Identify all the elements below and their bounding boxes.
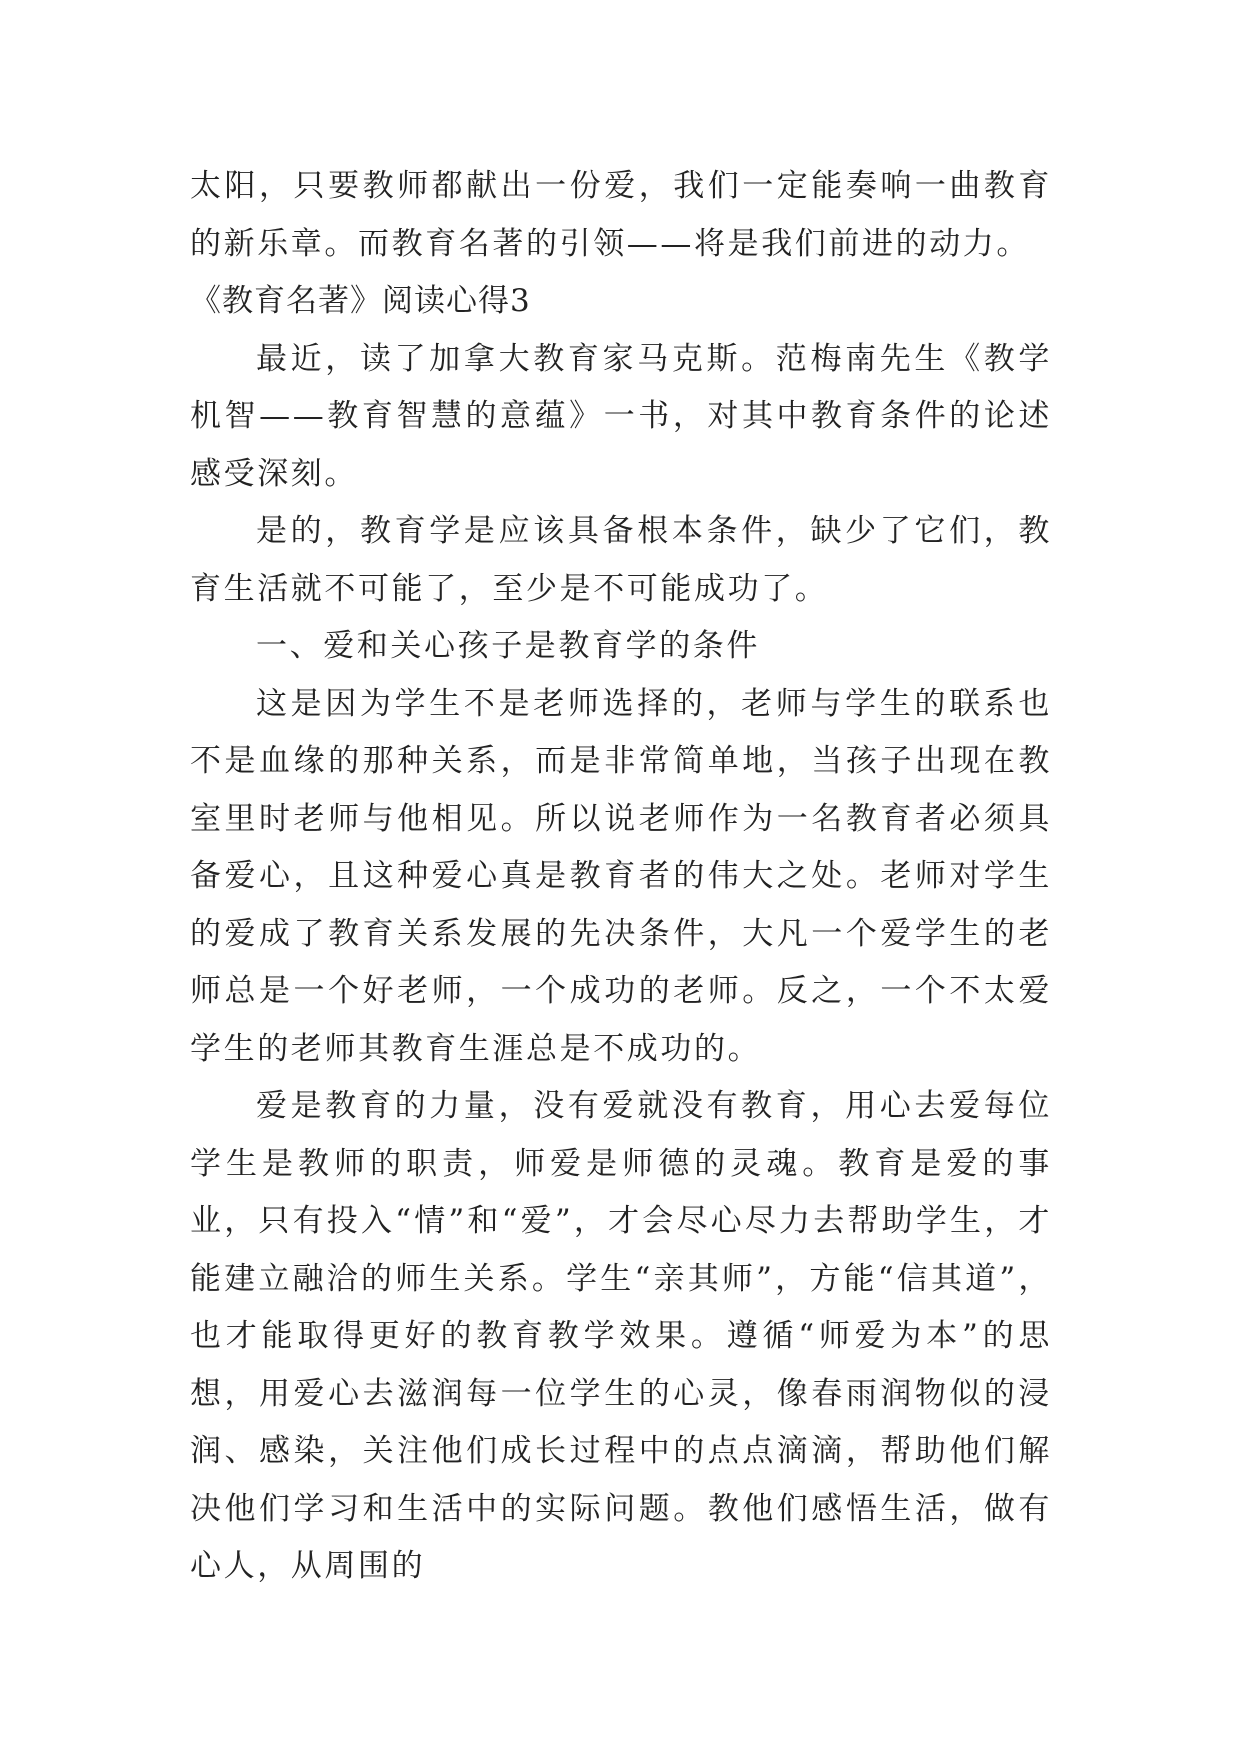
paragraph-teacher-student: 这是因为学生不是老师选择的，老师与学生的联系也不是血缘的那种关系，而是非常简单地，当孩子出现在教室里时老师与他相见。所以说老师作为一名教育者必须具备爱心，且这种爱心真是教育者的伟大之处。老师对学生的爱成了教育关系发展的先决条件，大凡一个爱学生的老师总是一个好老师，一个成功的老师。反之，一个不太爱学生的老师其教育生涯总是不成功的。 xyxy=(190,685,1052,1067)
paragraph-power-of-love: 爱是教育的力量，没有爱就没有教育，用心去爱每位学生是教师的职责，师爱是师德的灵魂。教育是爱的事业，只有投入“情”和“爱”，才会尽心尽力去帮助学生，才能建立融洽的师生关系。学生“亲其师”，方能“信其道”，也才能取得更好的教育教学效果。遵循“师爱为本”的思想，用爱心去滋润每一位学生的心灵，像春雨润物似的浸润、感染，关注他们成长过程中的点点滴滴，帮助他们解决他们学习和生活中的实际问题。教他们感悟生活，做有心人，从周围的 xyxy=(190,1088,1052,1584)
subheading-love-and-care: 一、爱和关心孩子是教育学的条件 xyxy=(256,628,760,664)
paragraph-continuation: 太阳，只要教师都献出一份爱，我们一定能奏响一曲教育的新乐章。而教育名著的引领——将是我们前进的动力。 xyxy=(190,168,1052,262)
paragraph-intro: 最近，读了加拿大教育家马克斯。范梅南先生《教学机智——教育智慧的意蕴》一书，对其中教育条件的论述感受深刻。 xyxy=(190,340,1052,492)
section-title: 《教育名著》阅读心得3 xyxy=(190,283,531,319)
document-body xyxy=(190,158,1052,1596)
paragraph-conditions: 是的，教育学是应该具备根本条件，缺少了它们，教育生活就不可能了，至少是不可能成功了。 xyxy=(190,513,1052,607)
